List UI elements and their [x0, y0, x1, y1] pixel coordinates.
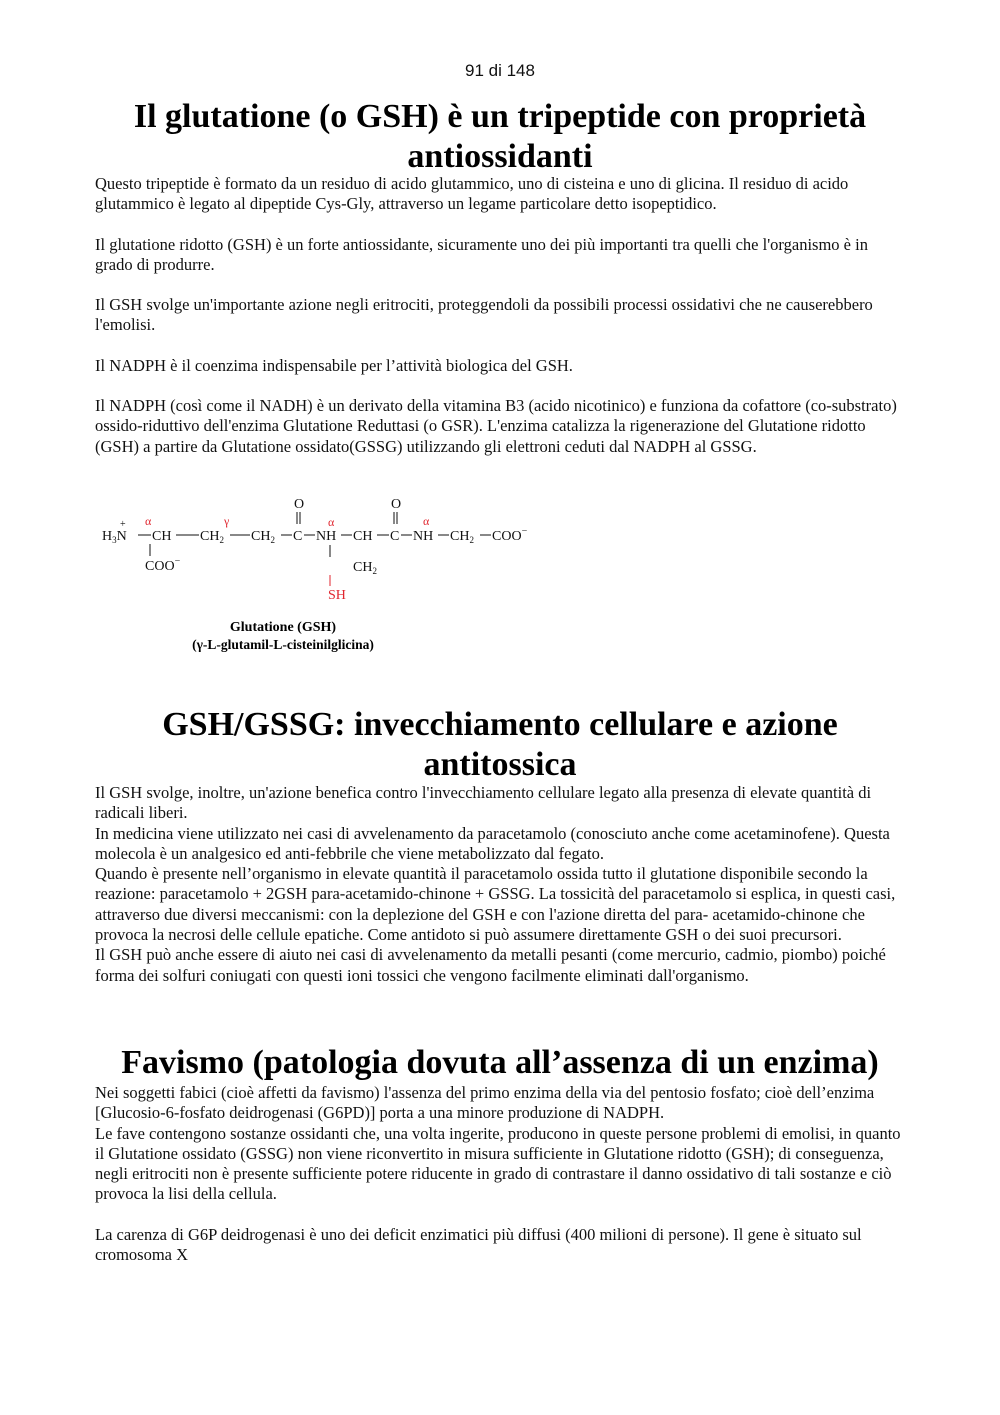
paragraph: Nei soggetti fabici (cioè affetti da favismo) l'assenza del primo enzima della via del pentosio fosfato; cioè dell’enzima [Glucosio-6-fosfato deidrogenasi (G6PD)] porta a una minore produzione di NADPH. — [95, 1083, 875, 1123]
section-title-line: antiossidanti — [407, 138, 593, 175]
section-title-glutatione — [95, 97, 905, 177]
paragraph: Il NADPH è il coenzima indispensabile per l’attività biologica del GSH. — [95, 355, 573, 375]
section-title-line: Il glutatione (o GSH) è un tripeptide con proprietà — [133, 98, 867, 135]
paragraph: Il NADPH (così come il NADH) è un derivato della vitamina B3 (acido nicotinico) e funziona da cofattore (co-substrato) ossido-riduttivo dell'enzima Glutatione Reduttasi (o GSR). L'enzima catalizza la rigenerazione del Glutatione ridotto (GSH) a partire da Glutatione ossidato(GSSG) utilizzando gli elettroni ceduti dal NADPH al GSSG. — [95, 396, 897, 456]
formula-nh-2: NH — [413, 529, 434, 544]
formula-nh-1: NH — [316, 529, 337, 544]
formula-oxygen-1: O — [294, 497, 305, 512]
formula-ch-alpha-cys: CH — [353, 529, 373, 544]
paragraph: Le fave contengono sostanze ossidanti che, una volta ingerite, producono in queste persone problemi di emolisi, in quanto il Glutatione ossidato (GSSG) non viene riconvertito in misura sufficiente in Glutatione ridotto (GSH); di conseguenza, negli eritrociti non è presente sufficiente potere riducente in grado di contrastare il danno ossidativo di tali sostanze e ciò provoca la lisi della cellula. — [95, 1123, 901, 1204]
paragraph: Questo tripeptide è formato da un residuo di acido glutammico, uno di cisteina e uno di glicina. Il residuo di acido glutammico è legato al dipeptide Cys-Gly, attraverso un legame particolare detto isopeptidico. — [95, 174, 849, 214]
paragraph: Il GSH svolge un'importante azione negli eritrociti, proteggendoli da possibili processi ossidativi che ne causerebbero l'emolisi. — [95, 295, 873, 335]
paragraph: In medicina viene utilizzato nei casi di avvelenamento da paracetamolo (conosciuto anche come acetaminofene). Questa molecola è un analgesico ed anti-febbrile che viene metabolizzato dal fegato. — [95, 823, 890, 863]
paragraph: Il GSH può anche essere di aiuto nei casi di avvelenamento da metalli pesanti (come mercurio, cadmio, piombo) poiché forma dei solfuri coniugati con questi ioni tossici che vengono facilmente eliminati dall'organismo. — [95, 945, 886, 985]
formula-sh-group: SH — [328, 588, 346, 603]
paragraph: La carenza di G6P deidrogenasi è uno dei deficit enzimatici più diffusi (400 milioni di persone). Il gene è situato sul cromosoma X — [95, 1224, 862, 1265]
formula-ch2-gly: $CH_2$ — [450, 529, 474, 545]
formula-alpha-label: α — [423, 514, 430, 528]
formula-coo-gly: COO− — [492, 526, 528, 544]
formula-ch2-gamma: $CH_2$ — [251, 529, 275, 545]
formula-ch2-cys: $CH_2$ — [353, 560, 377, 576]
formula-h3n: $H_3N$ — [102, 529, 127, 545]
section-title-line: GSH/GSSG: invecchiamento cellulare e azione — [162, 706, 838, 743]
glutathione-structure-figure — [100, 493, 528, 663]
paragraph: Il GSH svolge, inoltre, un'azione benefica contro l'invecchiamento cellulare legato alla presenza di elevate quantità di radicali liberi. — [95, 783, 872, 823]
section-body-favismo — [95, 1083, 907, 1265]
paragraph: Il glutatione ridotto (GSH) è un forte antiossidante, sicuramente uno dei più importanti tra quelli che l'organismo è in grado di produrre. — [95, 234, 868, 274]
section-title-favismo — [95, 1043, 905, 1083]
section-title-gsh-gssg — [95, 705, 905, 785]
formula-ch-alpha-glu: CH — [152, 529, 172, 544]
page-number: 91 di 148 — [465, 61, 535, 80]
formula-plus: + — [120, 519, 126, 530]
figure-caption-subtitle: (γ-L-glutamil-L-cisteinilglicina) — [192, 637, 374, 652]
figure-caption-title: Glutatione (GSH) — [229, 620, 337, 635]
section-body-glutatione — [95, 174, 907, 457]
formula-c-carbonyl-1: C — [293, 529, 303, 544]
formula-oxygen-2: O — [391, 497, 402, 512]
formula-alpha-label: α — [145, 514, 152, 528]
formula-gamma-label: γ — [224, 514, 230, 528]
formula-c-carbonyl-2: C — [390, 529, 400, 544]
formula-coo-glu: COO− — [145, 556, 181, 574]
formula-bonds — [138, 512, 491, 557]
paragraph: Quando è presente nell’organismo in elevate quantità il paracetamolo ossida tutto il glutatione disponibile secondo la reazione: paracetamolo + 2GSH para-acetamido-chinone + GSSG. La tossicità del paracetamolo si esplica, in questi casi, attraverso due diversi meccanismi: con la deplezione del GSH e con l'azione diretta del para- acetamido-chinone che provoca la necrosi delle cellule epatiche. Come antidoto si può assumere direttamente GSH o dei suoi precursori. — [95, 864, 896, 945]
section-title-line: Favismo (patologia dovuta all’assenza di un enzima) — [121, 1044, 879, 1081]
section-title-line: antitossica — [423, 746, 577, 783]
formula-ch2-beta: $CH_2$ — [200, 529, 224, 545]
formula-alpha-label: α — [328, 515, 335, 529]
section-body-gsh-gssg — [95, 783, 907, 986]
